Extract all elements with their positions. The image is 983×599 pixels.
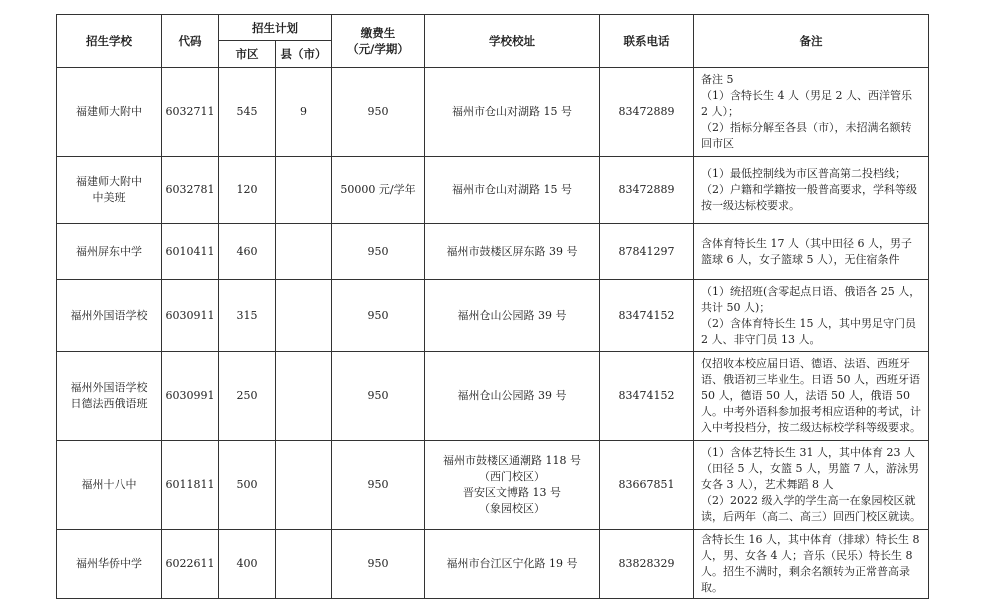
- county-quota-cell: [276, 530, 332, 599]
- address-line: 福州市台江区宁化路 19 号: [446, 557, 578, 570]
- note-line: 含体育特长生 17 人（其中田径 6 人，男子篮球 6 人，女子篮球 5 人），无住宿条件: [701, 236, 912, 266]
- header-plan: 招生计划: [219, 15, 332, 41]
- school-cell: [57, 68, 162, 157]
- address-cell: [425, 530, 600, 599]
- note-line: （1）最低控制线为市区普高第二投档线；: [701, 167, 906, 180]
- header-county: 县（市）: [276, 41, 332, 68]
- table-row: [57, 68, 929, 157]
- school-name-line: 福州华侨中学: [76, 557, 142, 570]
- fee-cell: 950: [332, 224, 425, 280]
- address-cell: [425, 224, 600, 280]
- code-cell: 6011811: [162, 441, 219, 530]
- address-cell: [425, 157, 600, 224]
- city-quota-cell: 545: [219, 68, 276, 157]
- address-line: 福州仓山公园路 39 号: [457, 389, 567, 402]
- fee-cell: 50000 元/学年: [332, 157, 425, 224]
- note-cell: [694, 224, 929, 280]
- county-quota-cell: [276, 352, 332, 441]
- address-line: （象园校区）: [479, 502, 545, 515]
- address-cell: [425, 441, 600, 530]
- table-row: [57, 352, 929, 441]
- city-quota-cell: 315: [219, 280, 276, 352]
- fee-cell: 950: [332, 280, 425, 352]
- note-cell: [694, 280, 929, 352]
- address-line: 福州市鼓楼区通潮路 118 号: [443, 454, 581, 467]
- school-cell: [57, 280, 162, 352]
- note-cell: [694, 441, 929, 530]
- address-cell: [425, 352, 600, 441]
- phone-cell: 83472889: [600, 157, 694, 224]
- note-line: （2）户籍和学籍按一般普高要求，学科等级按一级达标校要求。: [701, 183, 917, 212]
- table-row: [57, 441, 929, 530]
- school-name-line: 福州外国语学校: [70, 308, 148, 322]
- address-cell: [425, 280, 600, 352]
- note-cell: [694, 68, 929, 157]
- header-school: 招生学校: [57, 15, 162, 68]
- school-name-line: 日德法西俄语班: [70, 397, 148, 410]
- note-line: （2）指标分解至各县（市），未招满名额转回市区: [701, 121, 912, 150]
- admission-plan-table: [56, 14, 929, 599]
- note-line: （2）含体育特长生 15 人，其中男足守门员 2 人、非守门员 13 人。: [701, 316, 916, 346]
- code-cell: 6030991: [162, 352, 219, 441]
- table-row: [57, 280, 929, 352]
- note-line: 含特长生 16 人，其中体育（排球）特长生 8 人，男、女各 4 人；音乐（民乐）特长生 8 人。招生不满时，剩余名额转为正常普高录取。: [701, 533, 920, 594]
- code-cell: 6022611: [162, 530, 219, 599]
- school-name-line: 中美班: [92, 191, 126, 204]
- county-quota-cell: [276, 441, 332, 530]
- fee-cell: 950: [332, 68, 425, 157]
- fee-cell: 950: [332, 530, 425, 599]
- code-cell: 6032781: [162, 157, 219, 224]
- phone-cell: 83828329: [600, 530, 694, 599]
- table-row: [57, 530, 929, 599]
- school-cell: [57, 530, 162, 599]
- code-cell: 6010411: [162, 224, 219, 280]
- note-line: 仅招收本校应届日语、德语、法语、西班牙语、俄语初三毕业生。日语 50 人，西班牙语 50 人，德语 50 人，法语 50 人，俄语 50 人。中考外语科参加报考相应语种的考试，计入中考投档分，按二级达标校学科等级要求。: [701, 357, 921, 434]
- fee-cell: 950: [332, 352, 425, 441]
- school-cell: [57, 157, 162, 224]
- school-name-line: 福州外国语学校: [70, 381, 148, 394]
- school-name-line: 福建师大附中: [76, 105, 142, 118]
- phone-cell: 83472889: [600, 68, 694, 157]
- header-address: 学校校址: [425, 15, 600, 68]
- address-line: 福州仓山公园路 39 号: [457, 308, 567, 322]
- school-cell: [57, 224, 162, 280]
- address-cell: [425, 68, 600, 157]
- note-cell: [694, 530, 929, 599]
- county-quota-cell: [276, 280, 332, 352]
- city-quota-cell: 460: [219, 224, 276, 280]
- phone-cell: 83474152: [600, 280, 694, 352]
- fee-cell: 950: [332, 441, 425, 530]
- header-fee-line2: （元/学期）: [347, 42, 409, 56]
- header-fee: [332, 15, 425, 68]
- header-fee-line1: 缴费生: [360, 26, 396, 40]
- address-line: 福州市仓山对湖路 15 号: [452, 183, 572, 196]
- school-name-line: 福州屏东中学: [76, 244, 142, 258]
- school-cell: [57, 352, 162, 441]
- code-cell: 6032711: [162, 68, 219, 157]
- note-line: （1）含特长生 4 人（男足 2 人、西洋管乐 2 人）；: [701, 89, 912, 118]
- note-cell: [694, 157, 929, 224]
- address-line: （西门校区）: [479, 470, 545, 483]
- note-line: （1）含体艺特长生 31 人，其中体育 23 人（田径 5 人，女篮 5 人，男篮 7 人，游泳男女各 3 人），艺术舞蹈 8 人: [701, 446, 919, 491]
- county-quota-cell: [276, 224, 332, 280]
- phone-cell: 83667851: [600, 441, 694, 530]
- header-note: 备注: [694, 15, 929, 68]
- table-body: [57, 68, 929, 599]
- code-cell: 6030911: [162, 280, 219, 352]
- city-quota-cell: 250: [219, 352, 276, 441]
- note-line: （2）2022 级入学的学生高一在象园校区就读，后两年（高二、高三）回西门校区就读。: [701, 494, 921, 523]
- table-row: [57, 157, 929, 224]
- note-cell: [694, 352, 929, 441]
- county-quota-cell: [276, 157, 332, 224]
- address-line: 福州市仓山对湖路 15 号: [452, 105, 572, 118]
- admission-table-container: [56, 14, 928, 599]
- school-name-line: 福建师大附中: [76, 175, 142, 188]
- school-name-line: 福州十八中: [81, 478, 137, 491]
- county-quota-cell: 9: [276, 68, 332, 157]
- school-cell: [57, 441, 162, 530]
- city-quota-cell: 500: [219, 441, 276, 530]
- header-city: 市区: [219, 41, 276, 68]
- address-line: 福州市鼓楼区屏东路 39 号: [446, 244, 578, 258]
- note-line: （1）统招班(含零起点日语、俄语各 25 人，共计 50 人)；: [701, 284, 921, 314]
- phone-cell: 87841297: [600, 224, 694, 280]
- city-quota-cell: 120: [219, 157, 276, 224]
- address-line: 晋安区文博路 13 号: [463, 486, 561, 499]
- header-code: 代码: [162, 15, 219, 68]
- note-line: 备注 5: [701, 73, 734, 86]
- phone-cell: 83474152: [600, 352, 694, 441]
- header-phone: 联系电话: [600, 15, 694, 68]
- city-quota-cell: 400: [219, 530, 276, 599]
- table-row: [57, 224, 929, 280]
